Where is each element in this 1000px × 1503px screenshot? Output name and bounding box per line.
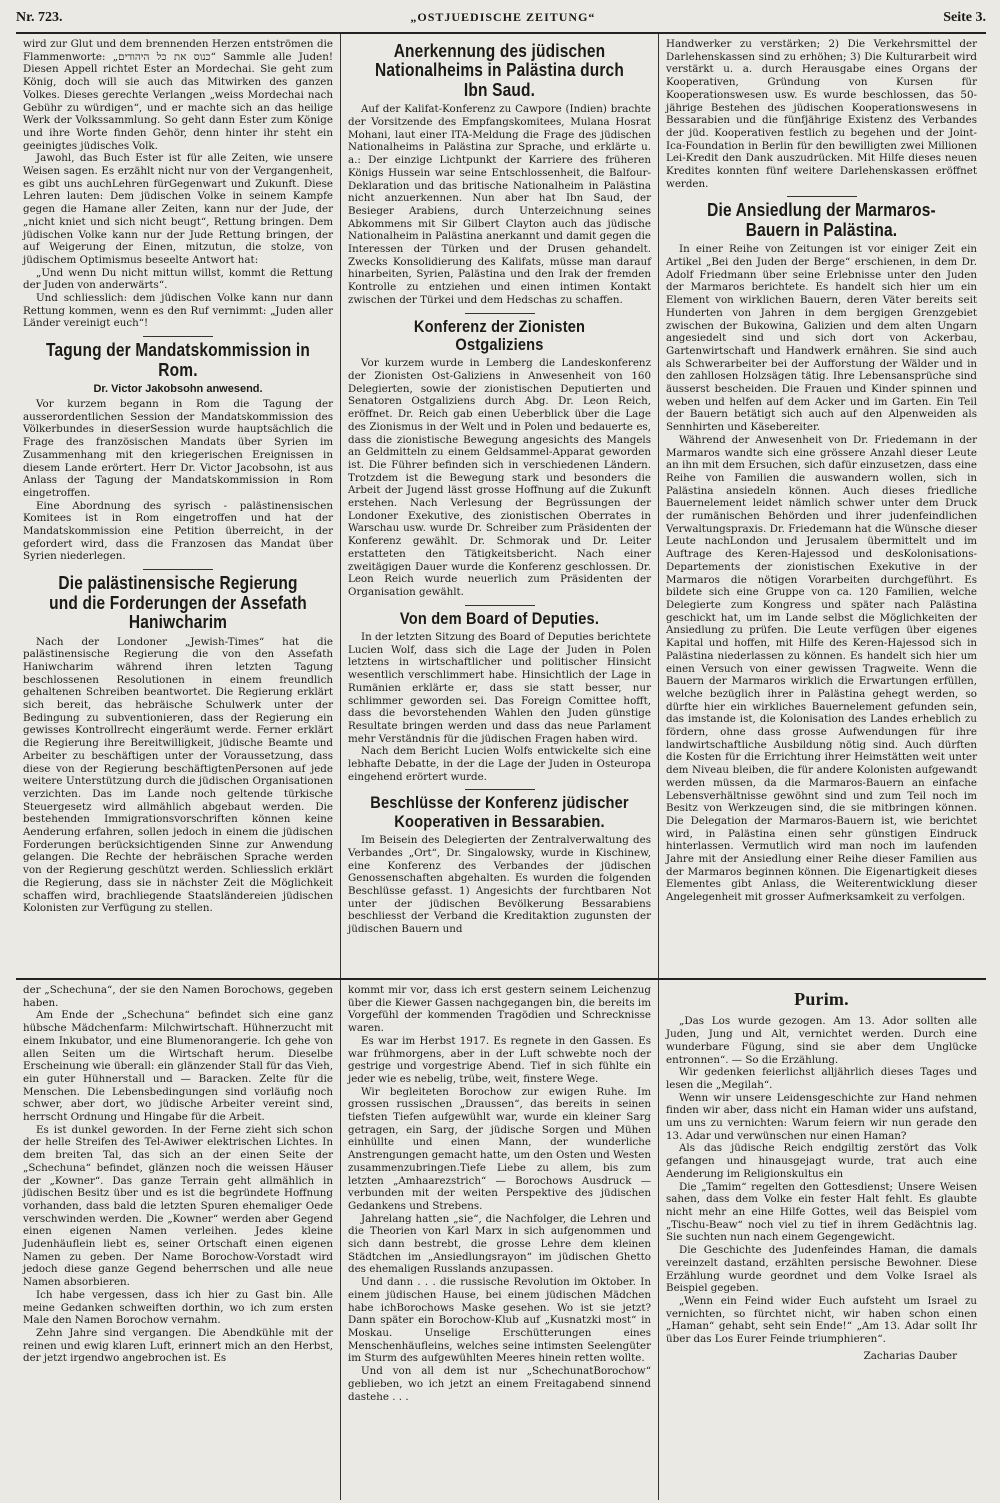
paragraph: Am Ende der „Schechuna“ befindet sich eine ganz hübsche Mädchenfarm: Milchwirtschaft. Hühnerzucht mit einem Inkubator, und eine Blumenorangerie. Ich gehe von allen Seiten um die Wirtschaft herum. Dieselbe Erscheinung wie überall: ein glänzender Stall für das Vieh, ein guter Hühnerstall und — Baracken. Zelte für die Menschen. Die Lebensbedingungen sind vorläufig noch schwer, aber dort, wo jüdische Arbeiter vereint sind, herrscht Ordnung und Hingabe für die Arbeit.	[23, 1009, 333, 1124]
paragraph: Jahrelang hatten „sie“, die Nachfolger, die Lehren und die Theorien von Karl Marx in sich aufgenommen und sich dann bestrebt, die grosse Lehre dem kleinen Städtchen im „Ansiedlungsrayon“ im jüdischen Ghetto des ehemaligen Russlands anzupassen.	[348, 1212, 651, 1276]
paragraph: Vor kurzem begann in Rom die Tagung der ausserordentlichen Session der Mandatskommission des Völkerbundes in dieserSession wurde hauptsächlich die Frage des französischen Mandats über Syrien im Zusammenhang mit den kriegerischen Ereignissen in diesem Lande erörtert. Herr Dr. Victor Jacobsohn, ist aus Anlass der Tagung der Mandatskommission in Rom eingetroffen.	[23, 398, 333, 499]
paragraph: kommt mir vor, dass ich erst gestern seinem Leichenzug über die Kiewer Gassen nachgegangen bin, die bereits im Vorgefühl der kommenden Tragödien und Schrecknisse waren.	[348, 984, 651, 1035]
paragraph: Vor kurzem wurde in Lemberg die Landeskonferenz der Zionisten Ost-Galiziens in Anwesenheit von 160 Delegierten, sowie der zionistischen Deputierten und Senatoren Ostgaliziens durch Abg. Dr. Leon Reich, eröffnet. Dr. Reich gab einen Ueberblick über die Lage des Zionismus in der Welt und in Polen und bedauerte es, dass die zionistische Bewegung angesichts des Mangels an Geldmitteln zu einem Geldsammel-Apparat geworden ist. Die Führer befinden sich in verschiedenen Ländern. Trotzdem ist die Bewegung stark und besonders die Arbeit der Jugend lässt grosse Hoffnung auf die Zukunft erstehen. Nach Verlesung der Begrüssungen der Londoner Exekutive, des zionistischen Oberrates in Warschau usw. wurde Dr. Schreiber zum Präsidenten der Konferenz gewählt. Dr. Schmorak und Dr. Leiter erstatteten den Tätigkeitsbericht. Nach einer zweitägigen Dauer wurde die Konferenz geschlossen. Dr. Leon Reich wurde neuerlich zum Präsidenten der Organisation gewählt.	[348, 357, 651, 598]
headline-marmaros: Die Ansiedlung der Marmaros-Bauern in Palästina.	[707, 200, 936, 240]
column-3	[658, 34, 984, 978]
paragraph: Wir begleiteten Borochow zur ewigen Ruhe. Im grossen russischen „Draussen“, das bereits in seinen tiefsten Tiefen aufgewühlt war, wurde ein kleiner Sarg getragen, ein Sarg, der jüdische Sorgen und Mühen einhüllte und einen Mann, der wunderliche Anstrengungen gemacht hatte, um den Osten und Westen zusammenzubringen.Tiefe Liebe zu allem, bis zum letzten „Amhaarezstrich“ — Borochows Ausdruck — verbunden mit der weiten Perspektive des jüdischen Gedankens und Strebens.	[348, 1085, 651, 1212]
author-signature: Zacharias Dauber	[863, 1349, 957, 1362]
paragraph: Handwerker zu verstärken; 2) Die Verkehrsmittel der Darlehenskassen sind zu erhöhen; 3) Die Kulturarbeit wird verstärkt u. a. durch Herausgabe eines Organs der Kooperativen, Gründung von Kursen für Kooperationswesen usw. Es wurde beschlossen, das 50-jährige Bestehen des jüdischen Kooperationswesens in Bessarabien und die fünfjährige Existenz des Verbandes der jüd. Kooperativen festlich zu begehen und der Joint-Ica-Foundation in Berlin für den bewilligten zwei Millionen Lei-Kredit den Dank auszudrücken. Mit Hilfe dieses neuen Kredites konnten fünf weitere Darlehenskassen eröffnet werden.	[666, 38, 977, 190]
subheadline-tagung: Dr. Victor Jakobsohn anwesend.	[93, 383, 263, 396]
paragraph: Wenn wir unsere Leidensgeschichte zur Hand nehmen finden wir aber, dass nicht ein Haman wider uns aufstand, um uns zu vernichten: Warum feiern wir nun gerade den 13. Adar und verwünschen nur einen Haman?	[666, 1091, 977, 1142]
paragraph: „Das Los wurde gezogen. Am 13. Ador sollten alle Juden, Jung und Alt, vernichtet werden. Durch eine wunderbare Fügung, sind sie aber dem Unglücke entronnen“. — So die Erzählung.	[666, 1015, 977, 1066]
paragraph: Eine Abordnung des syrisch - palästinensischen Komitees ist in Rom eingetroffen und hat der Mandatskommission eine Petition überreicht, in der gefordert wird, dass die Franzosen das Mandat über Syrien niederlegen.	[23, 499, 333, 563]
paragraph: Und von all dem ist nur „SchechunatBorochow“ geblieben, wo ich jetzt an einem Freitagabend sinnend dastehe . . .	[348, 1365, 651, 1403]
paragraph: Es war im Herbst 1917. Es regnete in den Gassen. Es war frühmorgens, aber in der Luft schwebte noch der gestrige und vorgestrige Abend. Tief in sich fühlte ein jeder wie es nebelig, trübe, weit, finstere Wege.	[348, 1034, 651, 1085]
page-number: Seite 3.	[943, 10, 986, 25]
headline-board: Von dem Board of Deputies.	[399, 608, 600, 628]
headline-bessarabien: Beschlüsse der Konferenz jüdischer Kooperativen in Bessarabien.	[370, 793, 629, 831]
paragraph: „Und wenn Du nicht mittun willst, kommt die Rettung der Juden von anderwärts“.	[23, 266, 333, 292]
paper-name: „OSTJUEDISCHE ZEITUNG“	[410, 10, 596, 24]
headline-purim: Purim.	[794, 989, 849, 1009]
masthead	[16, 10, 986, 34]
paragraph: Nach dem Bericht Lucien Wolfs entwickelte sich eine lebhafte Debatte, in der die Lage der Juden in Osteuropa eingehend erörtert wurde.	[348, 745, 651, 783]
paragraph: Und schliesslich: dem jüdischen Volke kann nur dann Rettung kommen, wenn es den Ruf vernimmt: „Juden aller Länder vereinigt euch“!	[23, 292, 333, 330]
paragraph: Die Geschichte des Judenfeindes Haman, die damals vereinzelt dastand, erzählten persische Bewohner. Diese Erzählung wurde geordnet und dem Volke Israel als Beispiel gegeben.	[666, 1244, 977, 1295]
bottom-column-1	[16, 980, 340, 1500]
separator	[465, 313, 535, 314]
paragraph: Und dann . . . die russische Revolution im Oktober. In einem jüdischen Hause, bei einem jüdischen Mädchen habe ichBorochows Maske gesehen. Wo ist sie jetzt? Dann später ein Borochow-Klub auf „Kusnatzki most“ in Moskau. Unselige Erschütterungen eines Menschenhäufleins, welches seine intimsten Seelengüter im Sturm des aufgewühlten Meeres hinein retten wollte.	[348, 1276, 651, 1365]
paragraph: Als das jüdische Reich endgiltig zerstört das Volk gefangen und hinausgejagt wurde, trat auch eine Aenderung im Religionskultus ein	[666, 1142, 977, 1180]
paragraph: der „Schechuna“, der sie den Namen Borochows, gegeben haben.	[23, 984, 333, 1009]
bottom-column-3	[658, 980, 984, 1500]
headline-konferenz: Konferenz der Zionisten Ostgaliziens	[413, 316, 586, 354]
bottom-section	[16, 980, 986, 1500]
top-section	[16, 34, 986, 980]
paragraph: In einer Reihe von Zeitungen ist vor einiger Zeit ein Artikel „Bei den Juden der Berge“ erschienen, in dem Dr. Adolf Friedmann über seine Erlebnisse unter den Juden der Marmaros berichtete. Es handelt sich hier um ein Element von wirklichen Bauern, deren Väter bereits seit Hunderten von Jahren in dem bergigen Grenzgebiet zwischen der Bukowina, Galizien und dem alten Ungarn angesiedelt sind und sich dort von Ackerbau, Gartenwirtschaft und Handwerk ernähren. Sie sind auch als Schwerarbeiter bei der Aufforstung der Wälder und in den zahllosen Holzsägen tätig. Ihre Lebensansprüche sind äusserst bescheiden. Die Frauen und Kinder spinnen und weben und helfen auf dem Acker und im Garten. Ein Teil der Bauern betätigt sich auch auf den Alpenweiden als Sennhirten und Käsebereiter.	[666, 243, 977, 434]
bottom-column-2	[340, 980, 658, 1500]
paragraph: Jawohl, das Buch Ester ist für alle Zeiten, wie unsere Weisen sagen. Es erzählt nicht nur von der Vergangenheit, es gibt uns auchLehren fürGegenwart und Zukunft. Diese Lehren lauten: Dem jüdischen Volke in seinem Kampfe gegen die Hamane aller Zeiten, kann nur der Jude, der „nicht kniet und sich nicht beugt“, Rettung bringen. Dem jüdischen Volke kann nur der Jude Rettung bringen, der auf Weigerung der Einen, mitzutun, die stolze, von jüdischem Optimismus beseelte Antwort hat:	[23, 152, 333, 266]
issue-number: Nr. 723.	[16, 10, 63, 25]
headline-tagung: Tagung der Mandatskommission in Rom.	[46, 340, 310, 380]
separator	[143, 569, 213, 570]
paragraph: Ich habe vergessen, dass ich hier zu Gast bin. Alle meine Gedanken schweiften dorthin, wo ich zum ersten Male den Namen Borochow vernahm.	[23, 1288, 333, 1327]
paragraph: Auf der Kalifat-Konferenz zu Cawpore (Indien) brachte der Vorsitzende des Empfangskomitees, Mulana Hosrat Mohani, laut einer ITA-Meldung die Frage des jüdischen Nationalheims in Palästina zur Sprache, und erklärte u. a.: Der einzige Lichtpunkt der Karriere des früheren Königs Hussein war seine Entschlossenheit, die Balfour-Deklaration und das britische Nationalheim in Palästina nicht anzuerkennen. Nun aber hat Ibn Saud, der Besieger Arabiens, durch Unterzeichnung seines Abkommens mit Sir Gilbert Clayton auch das jüdische Nationalheim in Palästina anerkannt und damit gegen die Interessen der Türken und der Drusen gehandelt. Zwecks Konsolidierung des Kalifats, müsse man darauf hinarbeiten, Syrien, Palästina und den Irak der fremden Kontrolle zu entziehen und einen intimen Kontakt zwischen der Türkei und dem Hedschas zu schaffen.	[348, 103, 651, 306]
paragraph: wird zur Glut und dem brennenden Herzen entströmen die Flammenworte: „כנוס את כל היהודים“ Sammle alle Juden! Diesen Appell richtet Ester an Mordechai. Sie geht zum König, doch will sie auch das Mitwirken des ganzen Volkes. Dieses gerechte Verlangen „weiss Mordechai nach Gebühr zu würdigen“, und er machte sich an das heilige Werk der Volkssammlung. So geht dann Ester zum Könige und ihre Worte finden Gehör, denn hinter ihr steht ein geeinigtes jüdisches Volk.	[23, 38, 333, 152]
paragraph: Wir gedenken feierlichst alljährlich dieses Tages und lesen die „Megilah“.	[666, 1066, 977, 1091]
paragraph: Zehn Jahre sind vergangen. Die Abendkühle mit der reinen und ewig klaren Luft, erinnert mich an den Herbst, der jetzt irgendwo angebrochen ist. Es	[23, 1326, 333, 1365]
paragraph: Im Beisein des Delegierten der Zentralverwaltung des Verbandes „Ort“, Dr. Singalowsky, wurde in Kischinew, eine Konferenz des Verbandes der jüdischen Genossenschaften abgehalten. Es wurden die folgenden Beschlüsse gefasst. 1) Angesichts der furchtbaren Not unter der jüdischen Bevölkerung Bessarabiens beschliesst der Verband die Kreditaktion zugunsten der jüdischen Bauern und	[348, 834, 651, 936]
headline-regierung: Die palästinensische Regierung und die Forderungen der Assefath Haniwcharim	[49, 573, 307, 633]
paragraph: „Wenn ein Feind wider Euch aufsteht um Israel zu vernichten, so fürchtet nicht, wir haben schon einen „Haman“ gehabt, seht sein Ende!“ „Am 13. Adar sollt Ihr über das Los Eurer Feinde triumphieren“.	[666, 1294, 977, 1346]
column-1	[16, 34, 340, 978]
paragraph: Nach der Londoner „Jewish-Times“ hat die palästinensische Regierung die von den Assefath Haniwcharim während ihren letzten Tagung beschlossenen Resolutionen in einem freundlich gehaltenen Schreiben beantwortet. Die Regierung erklärt sich bereit, das hebräische Schulwerk unter der Bedingung zu subventionieren, dass der Regierung ein gewisses Kontrollrecht eingeräumt werde. Ferner erklärt die Regierung ihre Bereitwilligkeit, jüdische Beamte und Arbeiter zu beschäftigen unter der Voraussetzung, dass diese von der Regierung beschäftigtenPersonen auf jede weitere Unterstützung durch die jüdischen Organisationen verzichten. Das im Lande noch geltende türkische Steuergesetz wird allmählich abgebaut werden. Die bestehenden Immigrationsvorschriften können keine Aenderung erfahren, sollen jedoch in einem die jüdischen Forderungen berücksichtigenden Sinne zur Anwendung gelangen. Die Rechte der hebräischen Sprache werden von der Regierung geschützt werden. Schliesslich erklärt die Regierung, dass sie in nächster Zeit die Möglichkeit schaffen wird, brachliegende Staatsländereien jüdischen Kolonisten zur Verfügung zu stellen.	[23, 635, 333, 915]
column-2	[340, 34, 658, 978]
headline-saud: Anerkennung des jüdischen Nationalheims in Palästina durch Ibn Saud.	[375, 41, 624, 100]
paragraph: Die „Tamim“ regelten den Gottesdienst; Unsere Weisen sahen, dass dem Volke ein fester Halt fehlt. Es glaubte nicht mehr an eine Hilfe Gottes, weil das Beispiel vom „Tischu-Beaw“ noch viel zu tief in ihrem Gedächtnis lag. Sie suchten nun nach einem Gegengewicht.	[666, 1180, 977, 1244]
paragraph: In der letzten Sitzung des Board of Deputies berichtete Lucien Wolf, dass sich die Lage der Juden in Polen letztens in wirtschaftlicher und politischer Hinsicht wesentlich verschlimmert habe. Hinsichtlich der Lage in Rumänien erklärte er, dass sie statt besser, nur schlimmer geworden sei. Das Foreign Comittee hofft, dass die bevorstehenden Wahlen den Juden günstige Resultate bringen werden und dass das neue Parlament mehr Verständnis für die jüdischen Fragen haben wird.	[348, 631, 651, 745]
separator	[787, 196, 857, 197]
separator	[465, 789, 535, 790]
separator	[465, 605, 535, 606]
separator	[143, 336, 213, 337]
paragraph: Es ist dunkel geworden. In der Ferne zieht sich schon der helle Streifen des Tel-Awiwer elektrischen Lichtes. In dem breiten Tal, das sich an der einen Seite der „Schechuna“ befindet, glänzen noch die weissen Häuser der „Kowner“. Das ganze Terrain geht allmählich in jüdischen Besitz über und es ist die begründete Hoffnung vorhanden, dass bald die letzten Spuren ehemaliger Oede verschwinden werden. Die „Kowner“ werden aber Gegend einen eigenen Namen verleihen. Jedes kleine Judenhäuflein liebt es, seiner Ortschaft einen eigenen Namen zu geben. Der Name Borochow-Vorstadt wird jedoch diese ganze Gegend beherrschen und alle neue Namen absorbieren.	[23, 1123, 333, 1289]
paragraph: Während der Anwesenheit von Dr. Friedemann in der Marmaros wandte sich eine grössere Anzahl dieser Leute an ihn mit dem Ersuchen, sich dafür einzusetzen, dass eine Reihe von Familien die auswandern wollen, sich in Palästina ansiedeln können. Auch dieses friedliche Bauernelement leidet nämlich schwer unter dem Druck der rumänischen Behörden und ihrer judenfeindlichen Verwaltungspraxis. Dr. Friedemann hat die Wünsche dieser Leute nachLondon und Jerusalem übermittelt und im Auftrage des Keren-Hajessod und desKolonisations-Departements der zionistischen Exekutive in der Marmaros die nötigen Vorarbeiten durchgeführt. Es bildete sich eine Gruppe von ca. 120 Familien, welche Delegierte zum Kongress und später nach Palästina geschickt hat, um im Lande selbst die Möglichkeiten der Ansiedlung zu prüfen. Die Leute verfügen über eigenes Kapital und hoffen, mit Hilfe des Keren-Hajessod sich in Palästina niederlassen zu können. Es handelt sich hier um einen Versuch von einer gewissen Tragweite. Wenn die Bauern der Marmaros wirklich die Erwartungen erfüllen, welche bezüglich ihrer in Palästina gehegt werden, so dürfte hier ein wirkliches Bauernelement gefunden sein, das imstande ist, die Kolonisation des Landes erheblich zu fördern, ohne dass grosse Aufwendungen für ihre landwirtschaftliche Ausbildung nötig sind. Auch dürften die Kosten für die Errichtung ihrer Heimstätten weit unter dem Niveau bleiben, die für andere Kolonisten aufgewandt werden müssen, da die Marmaros-Bauern an einfache Lebensverhältnisse gewöhnt sind und zum Teil noch im Besitz von Werkzeugen sind, die sie mitbringen können. Die Delegation der Marmaros-Bauern ist, wie berichtet wird, in Palästina einen sehr günstigen Eindruck hinterlassen. Vermutlich wird man noch im laufenden Jahre mit der Ansiedlung einer Reihe dieser Familien aus der Marmaros beginnen können. Die Eigenartigkeit dieses Elementes gibt Anlass, die Weiterentwicklung dieser Angelegenheit mit grosser Aufmerksamkeit zu verfolgen.	[666, 433, 977, 904]
